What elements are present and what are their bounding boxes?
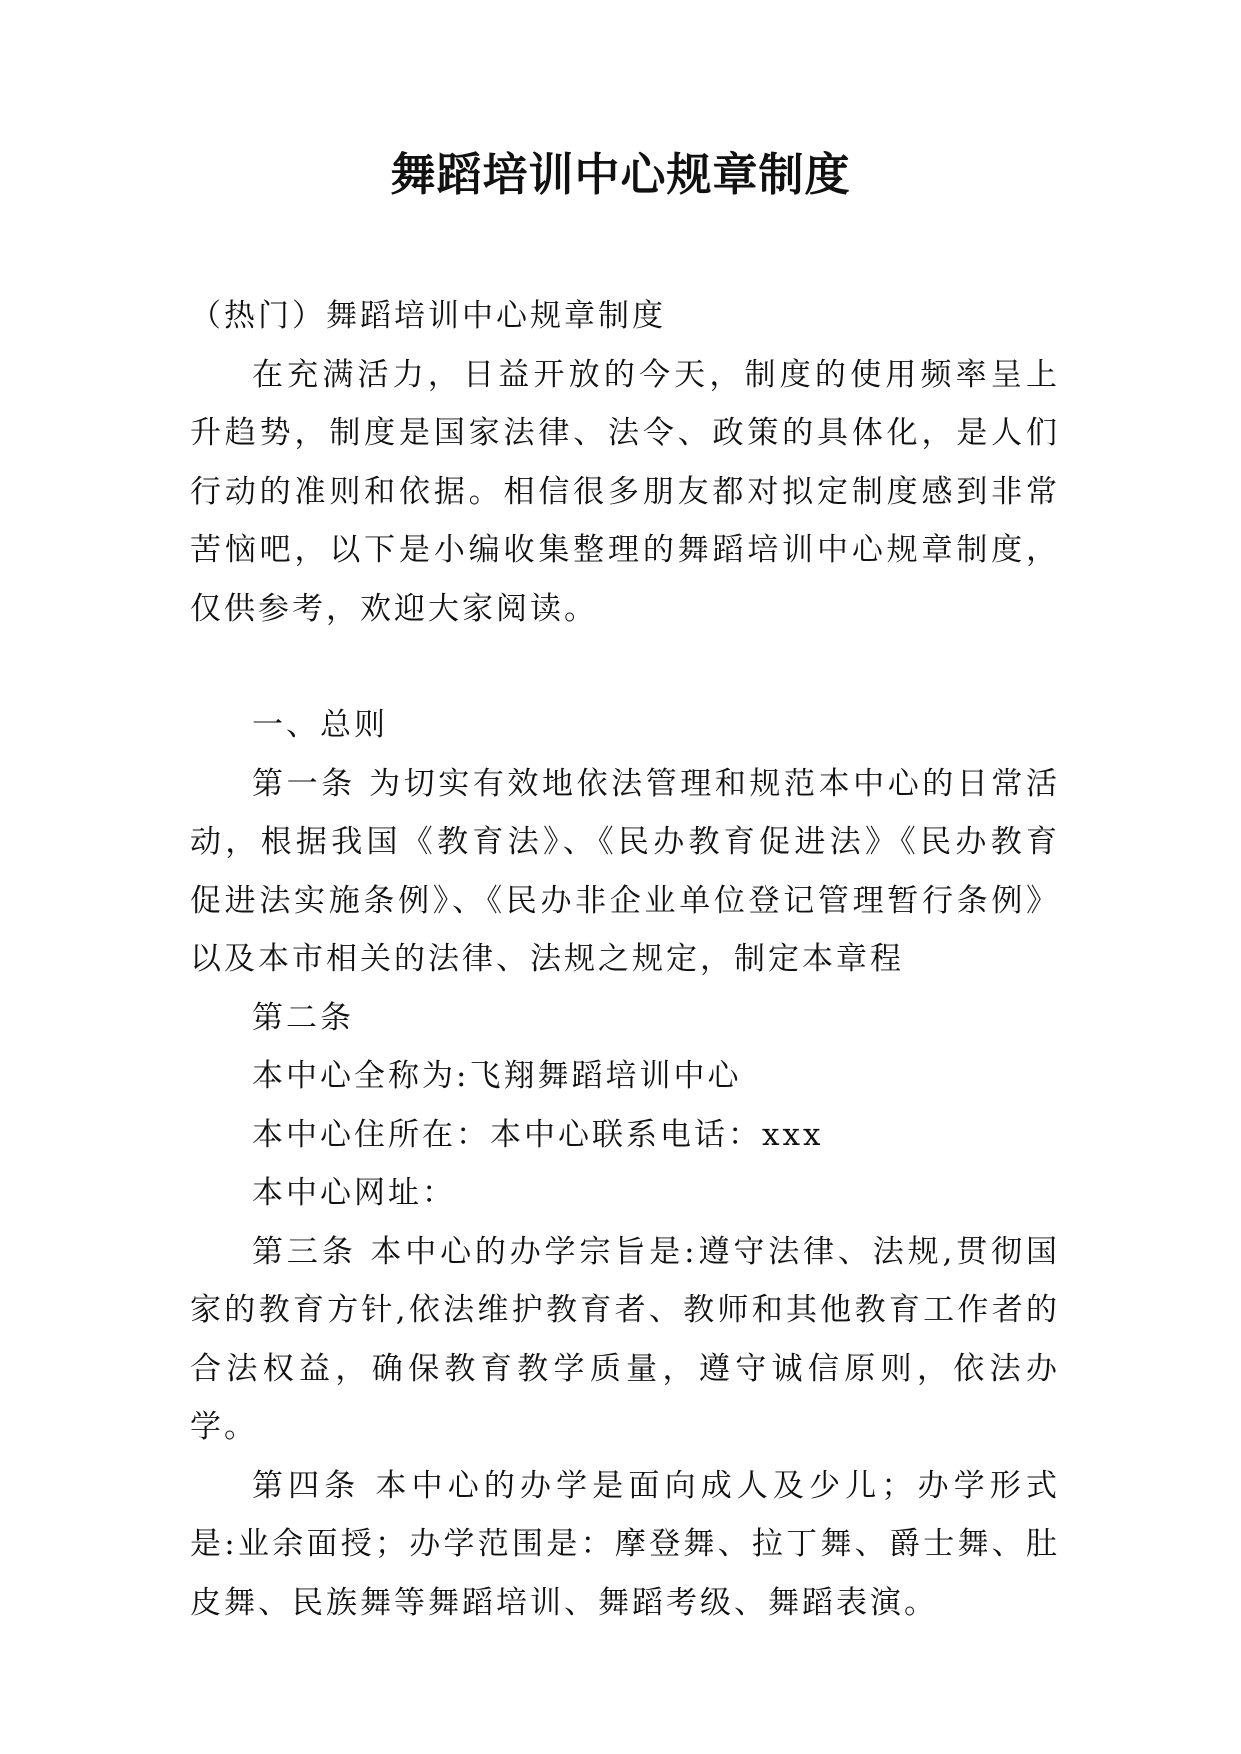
article-4-paragraph: 第四条 本中心的办学是面向成人及少儿；办学形式是:业余面授；办学范围是：摩登舞、拉丁舞、爵士舞、肚皮舞、民族舞等舞蹈培训、舞蹈考级、舞蹈表演。	[190, 1467, 1060, 1621]
subtitle-paragraph: （热门）舞蹈培训中心规章制度	[190, 298, 666, 334]
intro-paragraph: 在充满活力，日益开放的今天，制度的使用频率呈上升趋势，制度是国家法律、法令、政策的具体化，是人们行动的准则和依据。相信很多朋友都对拟定制度感到非常苦恼吧，以下是小编收集整理的舞蹈培训中心规章制度，仅供参考，欢迎大家阅读。	[190, 356, 1060, 627]
document-body	[190, 287, 1060, 1632]
full-name-line: 本中心全称为:飞翔舞蹈培训中心	[252, 1058, 742, 1094]
article-3-paragraph: 第三条 本中心的办学宗旨是:遵守法律、法规,贯彻国家的教育方针,依法维护教育者、教师和其他教育工作者的合法权益，确保教育教学质量，遵守诚信原则，依法办学。	[190, 1233, 1060, 1445]
document-title: 舞蹈培训中心规章制度	[390, 148, 851, 201]
paragraph-gap	[190, 638, 1060, 696]
article-1-paragraph: 第一条 为切实有效地依法管理和规范本中心的日常活动，根据我国《教育法》、《民办教育促进法》《民办教育促进法实施条例》、《民办非企业单位登记管理暂行条例》以及本市相关的法律、法规之规定，制定本章程	[190, 765, 1060, 977]
address-phone-line: 本中心住所在：本中心联系电话：xxx	[252, 1116, 824, 1153]
website-line: 本中心网址：	[252, 1175, 456, 1211]
article-2-heading: 第二条	[252, 999, 354, 1036]
section-heading: 一、总则	[252, 707, 388, 743]
